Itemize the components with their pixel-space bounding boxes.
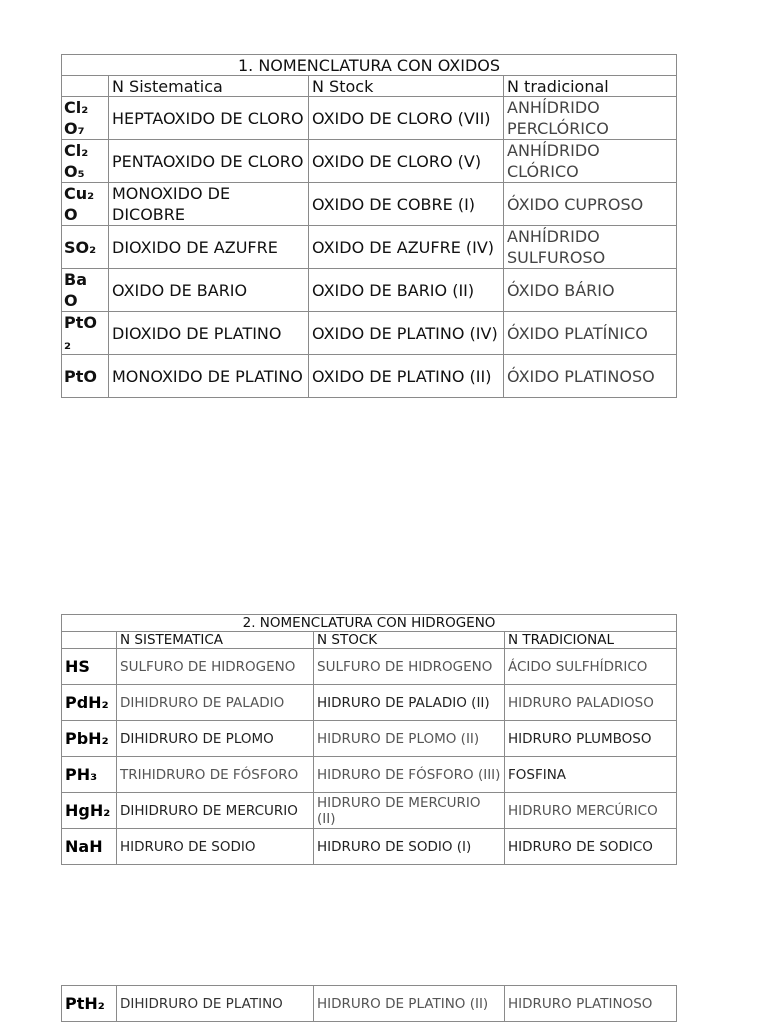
stock-cell: HIDRURO DE FÓSFORO (III) xyxy=(314,757,505,793)
table-row xyxy=(62,649,677,685)
stock-cell: OXIDO DE CLORO (VII) xyxy=(309,97,504,140)
stock-cell: OXIDO DE CLORO (V) xyxy=(309,140,504,183)
sistematica-cell: MONOXIDO DE DICOBRE xyxy=(109,183,309,226)
table-row xyxy=(62,312,677,355)
formula-cell: Ba O xyxy=(62,269,109,312)
sistematica-cell: DIHIDRURO DE PALADIO xyxy=(117,685,314,721)
sistematica-cell: PENTAOXIDO DE CLORO xyxy=(109,140,309,183)
header-blank xyxy=(62,632,117,649)
table-row xyxy=(62,183,677,226)
stock-cell: OXIDO DE PLATINO (IV) xyxy=(309,312,504,355)
hydrides-table-continued xyxy=(61,985,677,1022)
table-row xyxy=(62,685,677,721)
sistematica-cell: DIHIDRURO DE PLATINO xyxy=(117,986,314,1022)
table-row xyxy=(62,757,677,793)
sistematica-cell: TRIHIDRURO DE FÓSFORO xyxy=(117,757,314,793)
formula-cell: PbH₂ xyxy=(62,721,117,757)
table-row xyxy=(62,793,677,829)
sistematica-cell: DIHIDRURO DE MERCURIO xyxy=(117,793,314,829)
tradicional-cell: ÓXIDO BÁRIO xyxy=(504,269,677,312)
hydrides-table xyxy=(61,614,677,865)
table-title: 2. NOMENCLATURA CON HIDROGENO xyxy=(62,615,677,632)
sistematica-cell: DIHIDRURO DE PLOMO xyxy=(117,721,314,757)
tradicional-cell: ÓXIDO PLATÍNICO xyxy=(504,312,677,355)
table-row xyxy=(62,97,677,140)
formula-cell: PtO xyxy=(62,355,109,398)
stock-cell: HIDRURO DE MERCURIO (II) xyxy=(314,793,505,829)
header-blank xyxy=(62,76,109,97)
sistematica-cell: HEPTAOXIDO DE CLORO xyxy=(109,97,309,140)
tradicional-cell: HIDRURO DE SODICO xyxy=(505,829,677,865)
table-row xyxy=(62,829,677,865)
table-title-row xyxy=(62,55,677,76)
formula-cell: HS xyxy=(62,649,117,685)
stock-cell: HIDRURO DE PLOMO (II) xyxy=(314,721,505,757)
table-row xyxy=(62,721,677,757)
formula-cell: NaH xyxy=(62,829,117,865)
header-stock: N STOCK xyxy=(314,632,505,649)
tradicional-cell: ANHÍDRIDO SULFUROSO xyxy=(504,226,677,269)
tradicional-cell: HIDRURO MERCÚRICO xyxy=(505,793,677,829)
tradicional-cell: ÓXIDO PLATINOSO xyxy=(504,355,677,398)
tradicional-cell: ÁCIDO SULFHÍDRICO xyxy=(505,649,677,685)
header-sistematica: N SISTEMATICA xyxy=(117,632,314,649)
tradicional-cell: HIDRURO PLATINOSO xyxy=(505,986,677,1022)
stock-cell: OXIDO DE AZUFRE (IV) xyxy=(309,226,504,269)
table-row xyxy=(62,269,677,312)
formula-cell: PtO ₂ xyxy=(62,312,109,355)
sistematica-cell: MONOXIDO DE PLATINO xyxy=(109,355,309,398)
formula-cell: Cl₂ O₅ xyxy=(62,140,109,183)
stock-cell: HIDRURO DE SODIO (I) xyxy=(314,829,505,865)
formula-cell: PdH₂ xyxy=(62,685,117,721)
table-row xyxy=(62,986,677,1022)
stock-cell: HIDRURO DE PLATINO (II) xyxy=(314,986,505,1022)
table-row xyxy=(62,140,677,183)
table-title-row xyxy=(62,615,677,632)
stock-cell: SULFURO DE HIDROGENO xyxy=(314,649,505,685)
table-row xyxy=(62,355,677,398)
formula-cell: HgH₂ xyxy=(62,793,117,829)
stock-cell: OXIDO DE BARIO (II) xyxy=(309,269,504,312)
table-title: 1. NOMENCLATURA CON OXIDOS xyxy=(62,55,677,76)
stock-cell: OXIDO DE COBRE (I) xyxy=(309,183,504,226)
tradicional-cell: HIDRURO PLUMBOSO xyxy=(505,721,677,757)
table-header-row xyxy=(62,76,677,97)
formula-cell: PH₃ xyxy=(62,757,117,793)
tradicional-cell: ANHÍDRIDO PERCLÓRICO xyxy=(504,97,677,140)
tradicional-cell: ANHÍDRIDO CLÓRICO xyxy=(504,140,677,183)
formula-cell: PtH₂ xyxy=(62,986,117,1022)
formula-cell: Cl₂ O₇ xyxy=(62,97,109,140)
stock-cell: HIDRURO DE PALADIO (II) xyxy=(314,685,505,721)
sistematica-cell: HIDRURO DE SODIO xyxy=(117,829,314,865)
formula-cell: Cu₂ O xyxy=(62,183,109,226)
sistematica-cell: DIOXIDO DE AZUFRE xyxy=(109,226,309,269)
oxides-table xyxy=(61,54,677,398)
header-sistematica: N Sistematica xyxy=(109,76,309,97)
header-tradicional: N TRADICIONAL xyxy=(505,632,677,649)
table-header-row xyxy=(62,632,677,649)
tradicional-cell: FOSFINA xyxy=(505,757,677,793)
header-stock: N Stock xyxy=(309,76,504,97)
stock-cell: OXIDO DE PLATINO (II) xyxy=(309,355,504,398)
sistematica-cell: OXIDO DE BARIO xyxy=(109,269,309,312)
tradicional-cell: HIDRURO PALADIOSO xyxy=(505,685,677,721)
sistematica-cell: SULFURO DE HIDROGENO xyxy=(117,649,314,685)
table-row xyxy=(62,226,677,269)
sistematica-cell: DIOXIDO DE PLATINO xyxy=(109,312,309,355)
header-tradicional: N tradicional xyxy=(504,76,677,97)
formula-cell: SO₂ xyxy=(62,226,109,269)
tradicional-cell: ÓXIDO CUPROSO xyxy=(504,183,677,226)
